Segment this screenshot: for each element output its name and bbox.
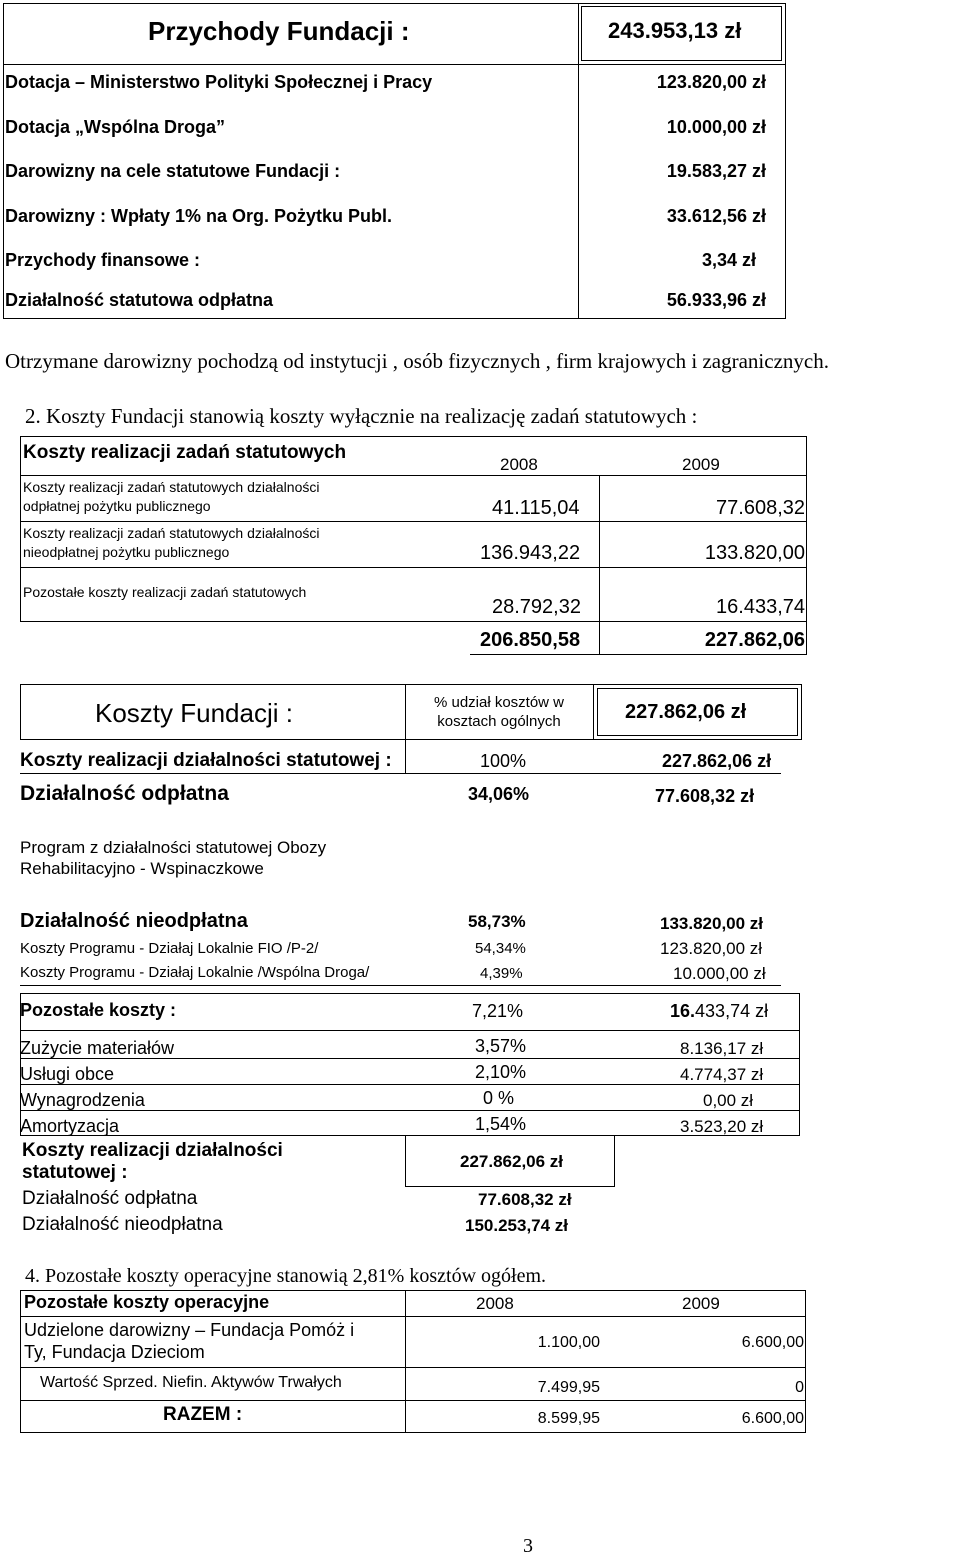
section2-row-label: Pozostałe koszty realizacji zadań statutowych (23, 584, 307, 600)
paid-label: Działalność odpłatna (20, 782, 229, 805)
summary-unpaid-value: 150.253,74 zł (465, 1216, 569, 1235)
income-header-underline (3, 64, 786, 65)
costs-share-header: kosztach ogólnych (437, 713, 561, 730)
other-costs-label: Pozostałe koszty : (20, 1000, 177, 1020)
section4-col-divider (405, 1290, 406, 1433)
section4-row-line (20, 1400, 806, 1401)
section2-value-2008: 28.792,32 (492, 596, 581, 618)
detail-label: Usługi obce (20, 1064, 115, 1084)
section2-row-line (20, 521, 807, 522)
other-costs-pct: 7,21% (472, 1001, 524, 1021)
section4-row-label: Udzielone darowizny – Fundacja Pomóż i (24, 1320, 355, 1340)
section4-row-line (20, 1316, 806, 1317)
section4-row-label: Ty, Fundacja Dzieciom (24, 1342, 205, 1362)
summary-label: statutowej : (22, 1162, 128, 1183)
detail-value: 3.523,20 zł (680, 1117, 764, 1136)
section2-header-line (20, 475, 807, 476)
unpaid-pct: 58,73% (468, 912, 526, 931)
income-title: Przychody Fundacji : (148, 16, 410, 46)
section2-row-line (20, 567, 807, 568)
summary-label: Koszty realizacji działalności (22, 1140, 283, 1161)
section4-year-2008: 2008 (476, 1294, 514, 1313)
program-text: Rehabilitacyjno - Wspinaczkowe (20, 859, 264, 878)
statutory-pct: 100% (480, 751, 527, 771)
section2-total-line (470, 654, 807, 655)
costs-share-header: % udział kosztów w (433, 694, 565, 711)
income-row-label: Przychody finansowe : (5, 250, 201, 270)
costs-title: Koszty Fundacji : (95, 698, 293, 728)
detail-label: Zużycie materiałów (20, 1038, 175, 1058)
section4-row-line (20, 1367, 806, 1368)
income-row-label: Dotacja – Ministerstwo Polityki Społecznej i Pracy (5, 72, 433, 92)
section4-value-2008: 1.100,00 (537, 1334, 600, 1351)
section2-value-2008: 136.943,22 (480, 542, 581, 564)
costs-row-line (20, 773, 781, 774)
section2-row-label: Koszty realizacji zadań statutowych działalności (23, 525, 320, 541)
page-number: 3 (523, 1535, 533, 1557)
section2-total-2009: 227.862,06 (704, 629, 805, 651)
summary-line (405, 1186, 615, 1187)
section4-total-label: RAZEM : (163, 1404, 243, 1425)
section4-row-label: Wartość Sprzed. Niefin. Aktywów Trwałych (40, 1374, 342, 1391)
costs-total: 227.862,06 zł (625, 701, 747, 723)
income-row-value: 3,34 zł (701, 250, 756, 270)
detail-label: Amortyzacja (20, 1116, 120, 1136)
section4-total-2009: 6.600,00 (741, 1410, 804, 1427)
program-cost-value: 123.820,00 zł (660, 939, 763, 958)
income-total: 243.953,13 zł (608, 18, 742, 43)
detail-pct: 1,54% (475, 1114, 527, 1134)
costs-header-divider (593, 684, 594, 740)
statutory-label: Koszty realizacji działalności statutowej : (20, 750, 392, 771)
section2-row-line (20, 621, 807, 622)
other-costs-row-line (20, 1030, 800, 1031)
program-underline (20, 985, 781, 986)
section4-total-2008: 8.599,95 (537, 1410, 600, 1427)
section2-col-divider (599, 476, 600, 654)
section2-table-title: Koszty realizacji zadań statutowych (23, 442, 347, 463)
detail-pct: 0 % (483, 1088, 515, 1108)
detail-value: 4.774,37 zł (680, 1065, 764, 1084)
section4-value-2009: 6.600,00 (741, 1334, 804, 1351)
income-table-divider (578, 3, 579, 319)
income-row-value: 10.000,00 zł (666, 117, 766, 137)
detail-label: Wynagrodzenia (20, 1090, 145, 1110)
income-row-label: Darowizny : Wpłaty 1% na Org. Pożytku Publ. (5, 206, 393, 226)
section2-value-2008: 41.115,04 (492, 497, 580, 519)
program-text: Program z działalności statutowej Obozy (20, 838, 327, 857)
paid-value: 77.608,32 zł (655, 786, 755, 806)
section4-value-2009: 0 (795, 1379, 804, 1396)
detail-pct: 2,10% (475, 1062, 527, 1082)
summary-divider (614, 1136, 615, 1187)
income-row-value: 123.820,00 zł (656, 72, 766, 92)
program-cost-value: 10.000,00 zł (673, 964, 766, 983)
section2-value-2009: 16.433,74 (716, 596, 805, 618)
section4-table-title: Pozostałe koszty operacyjne (24, 1292, 270, 1312)
income-row-value: 33.612,56 zł (666, 206, 766, 226)
other-costs-value-rest: 433,74 zł (695, 1001, 769, 1021)
program-cost-pct: 54,34% (475, 940, 526, 957)
section2-year-2009: 2009 (682, 455, 720, 474)
summary-divider (405, 1136, 406, 1187)
detail-pct: 3,57% (475, 1036, 527, 1056)
other-costs-value-bold: 16. (670, 1001, 696, 1021)
section2-year-2008: 2008 (500, 455, 538, 474)
paid-pct: 34,06% (468, 784, 530, 804)
statutory-value: 227.862,06 zł (662, 751, 772, 771)
section2-value-2009: 77.608,32 (716, 497, 805, 519)
detail-value: 0,00 zł (703, 1091, 754, 1110)
detail-value: 8.136,17 zł (680, 1039, 764, 1058)
section4-year-2009: 2009 (682, 1294, 720, 1313)
income-row-label: Działalność statutowa odpłatna (5, 290, 274, 310)
section4-heading: 4. Pozostałe koszty operacyjne stanowią 2,81% kosztów ogółem. (25, 1265, 546, 1287)
section2-row-label: nieodpłatnej pożytku publicznego (23, 544, 230, 560)
program-cost-label: Koszty Programu - Działaj Lokalnie FIO /P-2/ (20, 940, 319, 957)
section2-row-label: Koszty realizacji zadań statutowych działalności (23, 479, 320, 495)
summary-unpaid-label: Działalność nieodpłatna (22, 1214, 223, 1235)
other-costs-value (670, 1001, 768, 1022)
section2-total-2008: 206.850,58 (480, 629, 581, 651)
income-row-label: Darowizny na cele statutowe Fundacji : (5, 161, 341, 181)
income-row-value: 56.933,96 zł (666, 290, 766, 310)
unpaid-value: 133.820,00 zł (660, 914, 764, 933)
section4-value-2008: 7.499,95 (537, 1379, 600, 1396)
program-cost-pct: 4,39% (480, 965, 523, 982)
program-cost-label: Koszty Programu - Działaj Lokalnie /Wspólna Droga/ (20, 964, 370, 981)
summary-paid-label: Działalność odpłatna (22, 1188, 198, 1209)
summary-value: 227.862,06 zł (460, 1152, 564, 1171)
section2-left-border (20, 436, 21, 622)
unpaid-label: Działalność nieodpłatna (20, 910, 248, 932)
summary-paid-value: 77.608,32 zł (478, 1190, 572, 1209)
income-row-label: Dotacja „Wspólna Droga” (5, 117, 226, 137)
income-row-value: 19.583,27 zł (666, 161, 766, 181)
section2-row-label: odpłatnej pożytku publicznego (23, 498, 211, 514)
section2-heading: 2. Koszty Fundacji stanowią koszty wyłącznie na realizację zadań statutowych : (25, 404, 698, 428)
section2-value-2009: 133.820,00 (704, 542, 805, 564)
income-note: Otrzymane darowizny pochodzą od instytucji , osób fizycznych , firm krajowych i zagranicznych. (5, 349, 829, 373)
